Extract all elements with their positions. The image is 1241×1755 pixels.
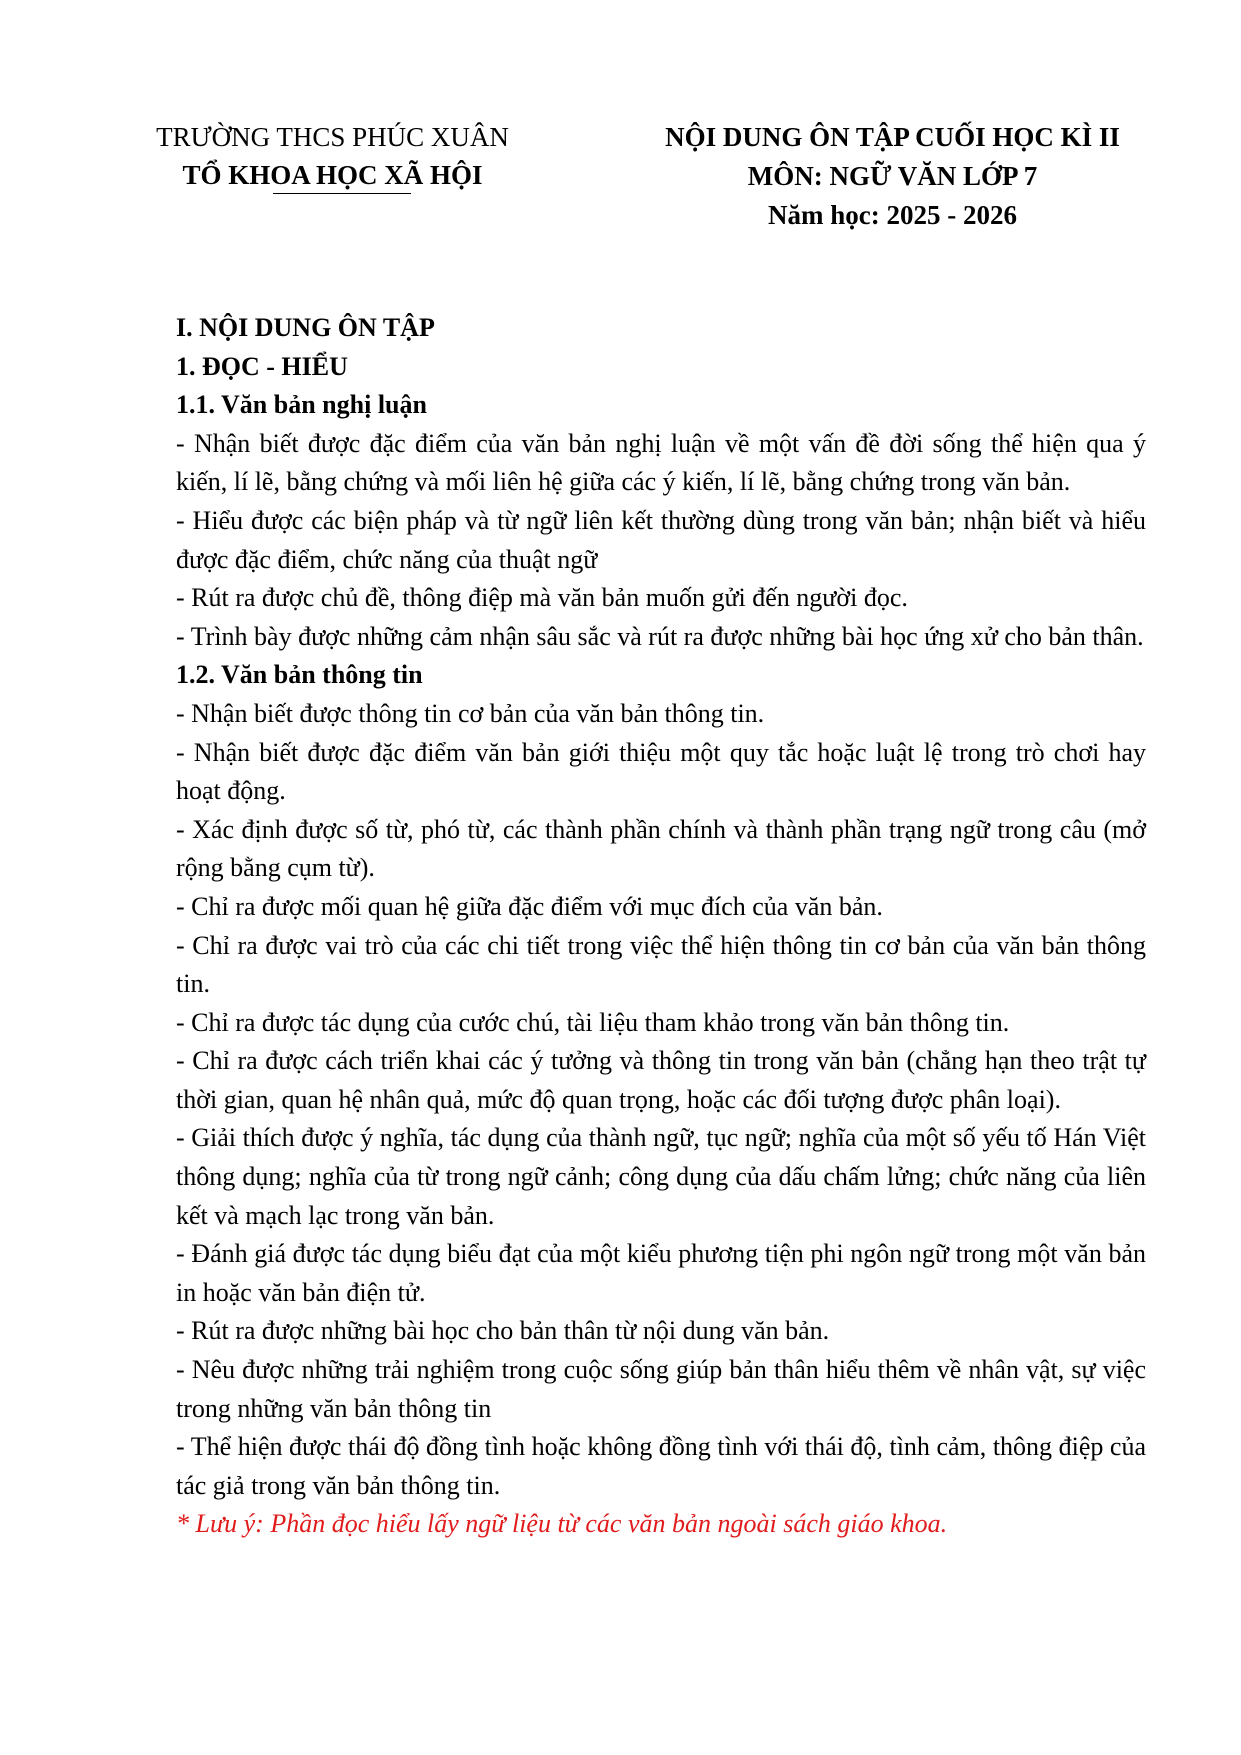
list-item: - Đánh giá được tác dụng biểu đạt của một kiểu phương tiện phi ngôn ngữ trong một văn bản in hoặc văn bản điện tử. (176, 1239, 1146, 1307)
list-item: - Nhận biết được đặc điểm của văn bản nghị luận về một vấn đề đời sống thể hiện qua ý kiến, lí lẽ, bằng chứng và mối liên hệ giữa các ý kiến, lí lẽ, bằng chứng trong văn bản. (176, 428, 1146, 497)
header-right (615, 118, 1170, 235)
school-name: TRƯỜNG THCS PHÚC XUÂN (156, 122, 509, 152)
document-body (176, 309, 1146, 1544)
document-title: NỘI DUNG ÔN TẬP CUỐI HỌC KÌ II (665, 122, 1120, 152)
list-item: - Xác định được số từ, phó từ, các thành phần chính và thành phần trạng ngữ trong câu (mở rộng bằng cụm từ). (176, 814, 1146, 883)
list-item: - Chỉ ra được mối quan hệ giữa đặc điểm với mục đích của văn bản. (176, 891, 883, 921)
header-divider (273, 193, 411, 194)
list-item: - Giải thích được ý nghĩa, tác dụng của thành ngữ, tục ngữ; nghĩa của một số yếu tố Hán Việt thông dụng; nghĩa của từ trong ngữ cảnh; công dụng của dấu chấm lửng; chức năng của liên kết và mạch lạc trong văn bản. (176, 1123, 1146, 1230)
school-year: Năm học: 2025 - 2026 (768, 200, 1017, 230)
list-item: - Rút ra được những bài học cho bản thân từ nội dung văn bản. (176, 1316, 830, 1346)
list-item: - Chỉ ra được tác dụng của cước chú, tài liệu tham khảo trong văn bản thông tin. (176, 1007, 1010, 1037)
list-item: - Chỉ ra được vai trò của các chi tiết trong việc thể hiện thông tin cơ bản của văn bản thông tin. (176, 930, 1146, 999)
department-name: TỔ KHOA HỌC XÃ HỘI (182, 160, 483, 190)
section-heading: I. NỘI DUNG ÔN TẬP (176, 313, 435, 342)
list-item: - Trình bày được những cảm nhận sâu sắc và rút ra được những bài học ứng xử cho bản thân. (176, 621, 1144, 651)
subject-line: MÔN: NGỮ VĂN LỚP 7 (747, 161, 1038, 191)
list-item: - Rút ra được chủ đề, thông điệp mà văn bản muốn gửi đến người đọc. (176, 583, 908, 613)
list-item: - Nêu được những trải nghiệm trong cuộc sống giúp bản thân hiểu thêm về nhân vật, sự việc trong những văn bản thông tin (176, 1355, 1146, 1423)
list-item: - Nhận biết được đặc điểm văn bản giới thiệu một quy tắc hoặc luật lệ trong trò chơi hay hoạt động. (176, 737, 1146, 806)
list-item: - Hiểu được các biện pháp và từ ngữ liên kết thường dùng trong văn bản; nhận biết và hiểu được đặc điểm, chức năng của thuật ngữ (176, 505, 1146, 574)
header-left (140, 118, 525, 194)
list-item: - Chỉ ra được cách triển khai các ý tưởng và thông tin trong văn bản (chẳng hạn theo trật tự thời gian, quan hệ nhân quả, mức độ quan trọng, hoặc các đối tượng được phân loại). (176, 1046, 1146, 1114)
list-item: - Thể hiện được thái độ đồng tình hoặc không đồng tình với thái độ, tình cảm, thông điệp của tác giả trong văn bản thông tin. (176, 1432, 1146, 1500)
part-heading: 1. ĐỌC - HIỂU (176, 351, 348, 381)
note-text: * Lưu ý: Phần đọc hiểu lấy ngữ liệu từ các văn bản ngoài sách giáo khoa. (176, 1509, 948, 1539)
list-item: - Nhận biết được thông tin cơ bản của văn bản thông tin. (176, 698, 765, 728)
subsection-heading-informational: 1.2. Văn bản thông tin (176, 660, 423, 690)
subsection-heading-argumentative: 1.1. Văn bản nghị luận (176, 390, 427, 420)
